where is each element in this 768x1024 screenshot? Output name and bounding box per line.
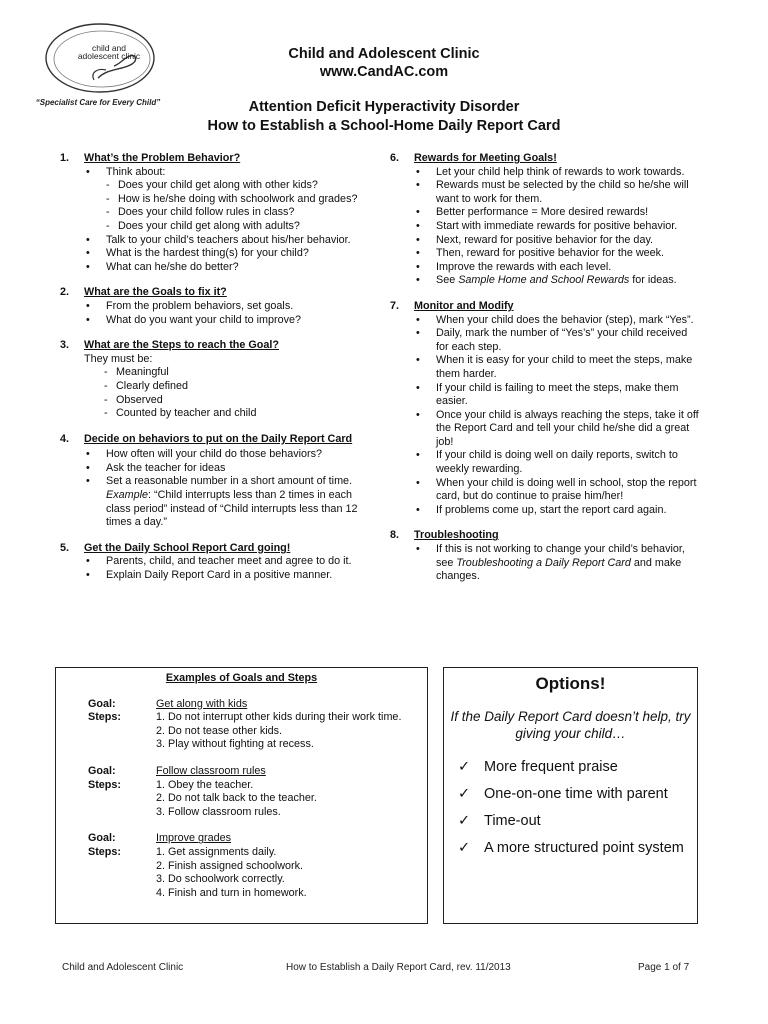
section-title: Monitor and Modify bbox=[414, 299, 514, 312]
goal-text: Follow classroom rules bbox=[156, 764, 266, 777]
sub-item: - Clearly defined bbox=[104, 380, 376, 394]
list-item: • Then, reward for positive behavior for the week. bbox=[414, 247, 702, 261]
document-subtitle: How to Establish a School-Home Daily Report Card bbox=[207, 118, 561, 134]
list-item: • How often will your child do those behaviors? bbox=[84, 448, 376, 462]
option-item bbox=[458, 754, 697, 781]
list-item-text: and make changes. bbox=[436, 556, 682, 583]
step-item: 3. Do schoolwork correctly. bbox=[156, 873, 285, 886]
step-item: 1. Get assignments daily. bbox=[156, 845, 277, 858]
list-item: • Ask the teacher for ideas bbox=[84, 462, 376, 476]
list-item: • If your child is failing to meet the steps, make them easier. bbox=[414, 382, 702, 409]
list-item bbox=[414, 274, 702, 288]
section-title: What are the Goals to fix it? bbox=[84, 286, 227, 299]
sub-item: - Counted by teacher and child bbox=[104, 407, 376, 421]
document-title: Attention Deficit Hyperactivity Disorder bbox=[248, 99, 520, 115]
step-item: 3. Follow classroom rules. bbox=[156, 805, 281, 818]
steps-label: Steps bbox=[88, 778, 118, 791]
list-item-text: See bbox=[436, 274, 459, 287]
list-item-text: for ideas. bbox=[629, 274, 677, 287]
option-item bbox=[458, 808, 697, 835]
section-goals bbox=[60, 286, 376, 327]
list-item: • When your child does the behavior (step), mark “Yes”. bbox=[414, 314, 702, 328]
list-item: • From the problem behaviors, set goals. bbox=[84, 300, 376, 314]
options-title: Options! bbox=[535, 674, 606, 693]
section-behaviors bbox=[60, 433, 376, 530]
goal-label: Goal bbox=[88, 697, 112, 710]
section-title: What are the Steps to reach the Goal? bbox=[84, 339, 279, 352]
step-item: 1. Do not interrupt other kids during their work time. bbox=[156, 711, 402, 724]
steps-list bbox=[156, 779, 427, 820]
step-item: 1. Obey the teacher. bbox=[156, 778, 254, 791]
list-item-text: Think about: bbox=[106, 165, 166, 178]
steps-label: Steps bbox=[88, 711, 118, 724]
section-number: 8. bbox=[390, 529, 400, 542]
list-item bbox=[414, 543, 702, 584]
steps-label: Steps bbox=[88, 845, 118, 858]
list-item: • Improve the rewards with each level. bbox=[414, 261, 702, 275]
example-text: : “Child interrupts less than 2 times in each class period” instead of “Child interrupts less than 12 times a day.” bbox=[106, 489, 358, 529]
goal-block: Goal: Get along with kids Steps: 1. Do not interrupt other kids during their work time. 2. Do not tease other kids. 3. Play without fighting at recess. bbox=[56, 698, 427, 752]
section-title: Troubleshooting bbox=[414, 529, 499, 542]
option-item bbox=[458, 781, 697, 808]
section-number: 4. bbox=[60, 432, 70, 445]
goal-text: Improve grades bbox=[156, 832, 232, 845]
section-number: 5. bbox=[60, 541, 70, 554]
section-intro: They must be: bbox=[84, 352, 153, 365]
reference-title: Troubleshooting a Daily Report Card bbox=[456, 556, 631, 569]
step-item: 2. Do not tease other kids. bbox=[156, 724, 283, 737]
options-subtitle: If the Daily Report Card doesn’t help, try giving your child… bbox=[450, 709, 691, 741]
footer-document-info: How to Establish a Daily Report Card, rev. 11/2013 bbox=[286, 962, 511, 973]
sub-item: - Observed bbox=[104, 394, 376, 408]
list-item: • What can he/she do better? bbox=[84, 261, 376, 275]
list-item: • Explain Daily Report Card in a positive manner. bbox=[84, 569, 376, 583]
clinic-website: www.CandAC.com bbox=[319, 64, 449, 80]
sub-item: - Does your child get along with other kids? bbox=[106, 179, 376, 193]
option-text: A more structured point system bbox=[484, 840, 684, 856]
list-item: • Rewards must be selected by the child so he/she will want to work for them. bbox=[414, 179, 702, 206]
list-item: • Daily, mark the number of “Yes’s” your child received for each step. bbox=[414, 327, 702, 354]
goal-label: Goal bbox=[88, 832, 112, 845]
section-number: 2. bbox=[60, 286, 70, 299]
sub-item: - How is he/she doing with schoolwork and grades? bbox=[106, 193, 376, 207]
checkmark-icon: ✓ bbox=[458, 813, 471, 829]
reference-title: Sample Home and School Rewards bbox=[458, 274, 630, 287]
section-number: 6. bbox=[390, 152, 400, 164]
footer-page-number: Page 1 of 7 bbox=[638, 962, 690, 973]
sub-item: - Does your child follow rules in class? bbox=[106, 206, 376, 220]
list-item bbox=[84, 475, 376, 529]
option-text: More frequent praise bbox=[484, 759, 618, 775]
section-number: 3. bbox=[60, 339, 70, 352]
footer-clinic: Child and Adolescent Clinic bbox=[62, 962, 184, 973]
step-item: 3. Play without fighting at recess. bbox=[156, 738, 314, 751]
list-item-text: If this is not working to change your child’s behavior, see bbox=[436, 543, 685, 569]
option-text: One-on-one time with parent bbox=[484, 786, 668, 802]
section-title: Rewards for Meeting Goals! bbox=[414, 152, 557, 164]
goal-block: Goal: Improve grades Steps: 1. Get assignments daily. 2. Finish assigned schoolwork. 3. Do schoolwork correctly. 4. Finish and turn in homework. bbox=[56, 832, 427, 900]
section-number: 7. bbox=[390, 299, 400, 312]
checkmark-icon: ✓ bbox=[458, 786, 471, 802]
checkmark-icon: ✓ bbox=[458, 840, 471, 856]
step-item: 4. Finish and turn in homework. bbox=[156, 886, 307, 899]
right-column bbox=[390, 152, 702, 596]
option-item bbox=[458, 835, 697, 862]
list-item: • Talk to your child’s teachers about his/her behavior. bbox=[84, 234, 376, 248]
list-item: • Next, reward for positive behavior for the day. bbox=[414, 234, 702, 248]
list-item: • If problems come up, start the report card again. bbox=[414, 504, 702, 518]
examples-title: Examples of Goals and Steps bbox=[165, 672, 318, 684]
step-item: 2. Do not talk back to the teacher. bbox=[156, 792, 317, 805]
options-box bbox=[443, 667, 698, 924]
step-item: 2. Finish assigned schoolwork. bbox=[156, 859, 304, 872]
list-item: • If your child is doing well on daily reports, switch to weekly rewarding. bbox=[414, 449, 702, 476]
left-column bbox=[60, 152, 376, 595]
options-list bbox=[444, 754, 697, 862]
goal-block: Goal: Follow classroom rules Steps: 1. Obey the teacher. 2. Do not talk back to the teacher. 3. Follow classroom rules. bbox=[56, 765, 427, 819]
sub-item: - Does your child get along with adults? bbox=[106, 220, 376, 234]
sub-item: - Meaningful bbox=[104, 366, 376, 380]
checkmark-icon: ✓ bbox=[458, 759, 471, 775]
list-item: • What do you want your child to improve? bbox=[84, 314, 376, 328]
steps-list bbox=[156, 711, 427, 752]
list-item: • When it is easy for your child to meet the steps, make them harder. bbox=[414, 354, 702, 381]
option-text: Time-out bbox=[484, 813, 541, 829]
list-item bbox=[84, 166, 376, 234]
section-get-going bbox=[60, 542, 376, 583]
section-monitor bbox=[390, 300, 702, 518]
section-number: 1. bbox=[60, 152, 70, 164]
steps-list bbox=[156, 846, 427, 900]
clinic-name: Child and Adolescent Clinic bbox=[288, 46, 480, 62]
logo-wordmark: child and adolescent clinic bbox=[77, 43, 141, 61]
section-title: What’s the Problem Behavior? bbox=[84, 152, 241, 164]
example-label: Example bbox=[106, 489, 149, 502]
goal-label: Goal bbox=[88, 764, 112, 777]
section-title: Get the Daily School Report Card going! bbox=[84, 541, 291, 554]
examples-box bbox=[55, 667, 428, 924]
list-item: • What is the hardest thing(s) for your child? bbox=[84, 247, 376, 261]
list-item-text: Set a reasonable number in a short amount of time. bbox=[106, 475, 353, 488]
section-problem-behavior bbox=[60, 152, 376, 274]
list-item: • Parents, child, and teacher meet and agree to do it. bbox=[84, 555, 376, 569]
list-item: • Once your child is always reaching the steps, take it off the Report Card and tell your child he/she did a great job! bbox=[414, 409, 702, 450]
logo-tagline: “Specialist Care for Every Child” bbox=[35, 98, 161, 107]
section-title: Decide on behaviors to put on the Daily Report Card bbox=[84, 432, 353, 445]
list-item: • When your child is doing well in school, stop the report card, but do continue to praise him/her! bbox=[414, 477, 702, 504]
section-steps bbox=[60, 339, 376, 421]
goal-text: Get along with kids bbox=[156, 697, 248, 710]
list-item: • Let your child help think of rewards to work towards. bbox=[414, 166, 702, 180]
list-item: • Start with immediate rewards for positive behavior. bbox=[414, 220, 702, 234]
section-troubleshooting bbox=[390, 529, 702, 583]
list-item: • Better performance = More desired rewards! bbox=[414, 206, 702, 220]
section-rewards bbox=[390, 152, 702, 288]
